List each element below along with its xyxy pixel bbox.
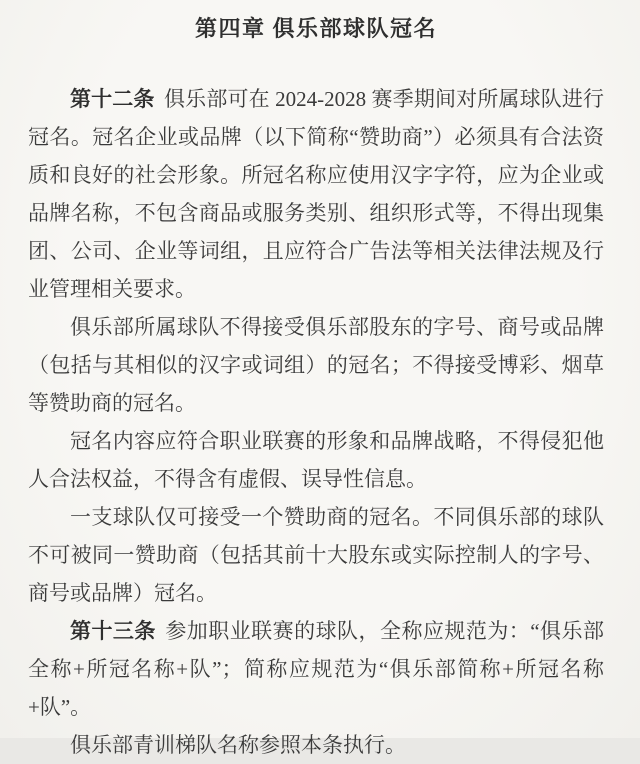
article-13-text: 参加职业联赛的球队，全称应规范为：“俱乐部全称+所冠名称+队”；简称应规范为“俱乐部简称+所冠名称+队”。	[28, 619, 604, 719]
single-sponsor-text: 一支球队仅可接受一个赞助商的冠名。不同俱乐部的球队不可被同一赞助商（包括其前十大股东或实际控制人的字号、商号或品牌）冠名。	[28, 505, 604, 605]
paragraph-youth-teams	[28, 726, 604, 764]
naming-content-text: 冠名内容应符合职业联赛的形象和品牌战略，不得侵犯他人合法权益，不得含有虚假、误导性信息。	[28, 429, 604, 491]
paragraph-naming-content	[28, 422, 604, 498]
sponsor-restrictions-text: 俱乐部所属球队不得接受俱乐部股东的字号、商号或品牌（包括与其相似的汉字或词组）的冠名；不得接受博彩、烟草等赞助商的冠名。	[28, 315, 604, 415]
paragraph-sponsor-restrictions	[28, 308, 604, 422]
chapter-title: 第四章 俱乐部球队冠名	[194, 16, 437, 41]
article-12-text: 俱乐部可在 2024-2028 赛季期间对所属球队进行冠名。冠名企业或品牌（以下简称“赞助商”）必须具有合法资质和良好的社会形象。所冠名称应使用汉字字符，应为企业或品牌名称，不包含商品或服务类别、组织形式等，不得出现集团、公司、企业等词组，且应符合广告法等相关法律法规及行业管理相关要求。	[28, 87, 605, 301]
paragraph-article-12	[28, 80, 604, 308]
youth-teams-text: 俱乐部青训梯队名称参照本条执行。	[70, 733, 406, 757]
article-13-label: 第十三条	[70, 619, 156, 643]
document-body	[28, 80, 604, 764]
paragraph-single-sponsor	[28, 498, 604, 612]
article-12-label: 第十二条	[70, 87, 155, 111]
paragraph-article-13	[28, 612, 604, 726]
